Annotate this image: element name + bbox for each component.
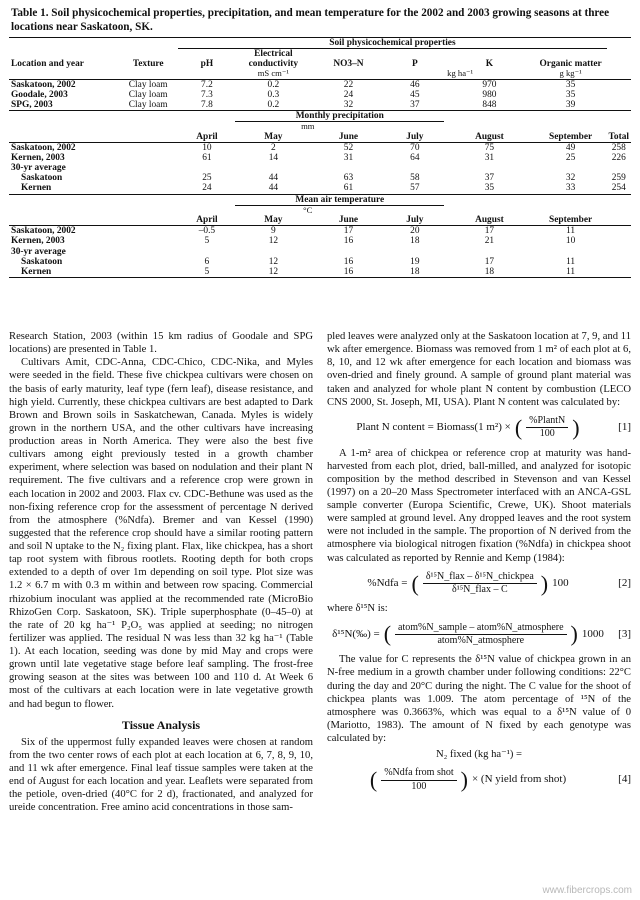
table-cell: 254 [611, 183, 626, 194]
table-cell: 16 [343, 256, 354, 267]
equation-4-lhs: N₂ fixed (kg ha⁻¹) = [435, 749, 523, 761]
table-cell [118, 132, 178, 143]
table-cell: 32 [343, 100, 354, 111]
table-cell: 14 [268, 152, 279, 163]
paragraph: A 1-m² area of chickpea or reference crop at maturity was hand-harvested from each plot, dried, ball-milled, and analyzed for isotopic composition by the method described in Stevenson and van Kessel (1997) on a 20–20 Mass Spectrometer interfaced with an ANCA-GSL sample converter (Europa Scientific, Crewe, UK). Shoot materials were sampled at ground level. Any dropped leaves and the root system were not included in the sample. The proportion of N derived from the atmosphere via biological nitrogen fixation (%Ndfa) in chickpea shoot was calculated as reported by Rennie and Kemp (1984): [327, 447, 631, 564]
month-header: May [264, 131, 283, 142]
table-row [9, 79, 631, 90]
month-header: August [475, 131, 504, 142]
header-p: P [411, 59, 418, 70]
table-row [9, 236, 631, 246]
temp-unit: °C [303, 204, 313, 215]
header-location: Location and year [11, 59, 84, 70]
paragraph: Cultivars Amit, CDC-Anna, CDC-Chico, CDC-Nika, and Myles were seeded in the field. These five chickpea cultivars were chosen on the basis of early maturity, leaf type (fern leaf), disease resistance, and high yield. Currently, these chickpea cultivars are best adapted to Dark Brown and Brown soils in Saskatchewan, Canada. Myles is widely grown in the northern USA, and the other cultivars have increasing production areas in North America. They were also the best five cultivars among eight previously tested in a growth chamber experiment, where selection was based on nodulation and their plant N requirement. The five cultivars and a reference crop were grown in each location in 2002 and 2003. Flax cv. CDC-Bethune was used as the non-fixing reference crop for the assessment of percentage N derived from the atmosphere (%Ndfa). Bremer and van Kessel (1990) suggested that the reference crop should have a similar rooting pattern and soil N uptake to the N₂ fixing plant. Flax, like chickpea, has a short tap root system with fibrous rootlets. Rooting depth for both crops extended to a depth of over 1m depending on soil type. Plot size was 1.2 × 6.7 m with 0.3 m within and between row spacing. Commercial rhizobium inoculant was applied at the recommended rate (MicroBio RhizoGen Corp. Saskatoon, SK). Triple superphosphate (0–45–0) at the rate of 20 kg ha⁻¹ P₂O₅ was applied at seeding; no nitrogen fertilizer was applied. The residual N was less than 32 kg ha⁻¹ (Table 1). At each location, seeding was done by mid May and crops were grown until late vegetative stage before leaf sampling. The frost-free growing season at the sites was between 100 and 110 d. At Week 6 most of the cultivars at each location were in late vegetative growth and had begun to flower. [9, 357, 313, 710]
header-k: K [485, 59, 494, 70]
group-header: Soil physicochemical properties [178, 38, 606, 49]
table-cell: 39 [565, 100, 576, 111]
equation-3: δ¹⁵N(‰) = ( $\frac{\text{atom\%N\_sample – atom\%N\_atmosphere}}{\text{atom\%N\_atmosphere}}$ ) 1000 [3] [332, 621, 631, 647]
precip-header: Monthly precipitation [235, 111, 444, 122]
table-cell: 45 [410, 89, 420, 100]
table-cell [607, 267, 632, 278]
equation-1: Plant N content = Biomass(1 m²) × ( $\frac{\text{\%PlantN}}{100}$ ) [1] [356, 414, 631, 440]
header-texture: Texture [132, 59, 164, 70]
paragraph: Research Station, 2003 (within 15 km radius of Goodale and SPG locations) are presented in Table 1. [9, 331, 313, 356]
table-cell: 2 [271, 142, 276, 153]
table-cell: 33 [565, 183, 576, 194]
table-cell: Clay loam [128, 79, 168, 90]
row-label: Kernen [21, 266, 52, 277]
table-cell: 64 [410, 152, 420, 163]
table-cell: 49 [565, 142, 576, 153]
table-cell [607, 236, 632, 246]
equation-number: [4] [618, 773, 631, 786]
table-cell: 44 [268, 173, 279, 184]
watermark: www.fibercrops.com [542, 885, 632, 896]
table-cell: 25 [565, 152, 576, 163]
table-cell [118, 142, 178, 153]
table-row [9, 257, 631, 267]
table-cell: 25 [202, 173, 212, 184]
table-cell: 970 [482, 79, 497, 90]
paragraph: The value for C represents the δ¹⁵N value of chickpea grown in an N-free medium in a growth chamber under following conditions: 22°C during the day and 20°C during the night. The C value for the shoot of chickpea plants was 1.009. The atom percentage of ¹⁵N of the atmosphere was 0.3663%, which was equal to a δ¹⁵N value of 0 (Mariotto, 1983). The amount of N fixed by each genotype was calculated by: [327, 654, 631, 745]
table-cell: 980 [482, 89, 497, 100]
table-cell [9, 132, 118, 143]
table-cell: 37 [484, 173, 495, 184]
row-label: Kernen [21, 183, 52, 194]
table-cell [118, 215, 178, 226]
table-cell: 0.2 [267, 79, 280, 90]
table-row [9, 183, 631, 194]
table-cell: 35 [565, 89, 576, 100]
equation-4: ( $\frac{\text{\%Ndfa from shot}}{100}$ ) × (N yield from shot) [4] [369, 767, 631, 793]
paragraph: Six of the uppermost fully expanded leaves were chosen at random from the two center rows of each plot at each location at 6, 7, 8, 9, 10, and 11 wk after emergence. Final leaf tissue samples were taken at the end of August for each location and year. Leaflets were separated from the petiole, oven-dried (40°C for 2 d), fractionated, and analyzed for ureide concentration. Free amino acid concentrations in those sam- [9, 736, 313, 814]
month-header: July [406, 131, 424, 142]
table-cell: 226 [611, 152, 626, 163]
table-row [9, 153, 631, 163]
table-cell: 58 [410, 173, 420, 184]
table-cell: 10 [565, 236, 576, 247]
row-label: Saskatoon, 2002 [11, 226, 76, 237]
month-header: April [196, 215, 218, 226]
table-cell: 6 [204, 256, 210, 267]
table-cell: 11 [566, 256, 576, 267]
row-label: Saskatoon [21, 173, 63, 184]
table-cell: 37 [410, 100, 420, 111]
table-row [9, 226, 631, 237]
table-cell [118, 267, 178, 278]
unit-kg: kg ha⁻¹ [447, 68, 474, 79]
table-cell: 12 [268, 256, 279, 267]
header-om: Organic matter [539, 59, 602, 70]
table-cell: 18 [410, 236, 420, 247]
table-row [9, 247, 631, 257]
table-cell: 18 [410, 266, 420, 277]
row-label: Kernen, 2003 [11, 236, 65, 247]
row-label: Saskatoon [21, 256, 63, 267]
table-cell: 7.2 [201, 79, 213, 90]
total-header: Total [608, 131, 629, 142]
month-header: May [264, 215, 283, 226]
table-cell: 11 [566, 266, 576, 277]
table-cell: 12 [268, 266, 279, 277]
table-cell: 52 [343, 142, 354, 153]
row-label: 30-yr average [11, 246, 66, 257]
table-cell: 70 [410, 142, 420, 153]
table-cell: 10 [202, 142, 212, 153]
header-ec: Electrical conductivity [248, 49, 299, 70]
table-cell: 259 [611, 173, 626, 184]
table-cell: 17 [484, 256, 495, 267]
table-cell: 75 [484, 142, 495, 153]
table-cell: 16 [343, 236, 354, 247]
month-header: June [338, 131, 359, 142]
table-cell [9, 215, 118, 226]
table-cell: 61 [343, 183, 354, 194]
table-cell: 0.2 [267, 100, 280, 111]
left-column [9, 330, 313, 814]
row-label: SPG, 2003 [11, 100, 53, 111]
table-cell: 17 [484, 226, 495, 237]
equation-2: %Ndfa = ( $\frac{\text{δ¹⁵N\_flax – δ¹⁵N\_chickpea}}{\text{δ¹⁵N\_flax – C}}$ ) 100 [2] [367, 570, 631, 596]
row-label: 30-yr average [11, 163, 66, 174]
table-cell: Clay loam [128, 89, 168, 100]
table-cell: 7.8 [201, 100, 213, 111]
month-header: April [196, 131, 218, 142]
table-cell: 16 [343, 266, 354, 277]
table-cell [118, 153, 178, 163]
table-cell: 7.3 [201, 89, 213, 100]
table-cell: 5 [204, 266, 210, 277]
table-cell: 0.3 [267, 89, 280, 100]
table-header-row [9, 132, 631, 143]
section-heading: Tissue Analysis [121, 717, 201, 732]
table-cell: 19 [410, 256, 420, 267]
row-label: Goodale, 2003 [11, 89, 68, 100]
table-cell: 11 [566, 226, 576, 237]
table-cell [118, 236, 178, 246]
table-cell: 5 [204, 236, 210, 247]
table-cell: 44 [268, 183, 279, 194]
table-row [9, 90, 631, 100]
table-cell: 35 [565, 79, 576, 90]
row-label: Saskatoon, 2002 [11, 142, 76, 153]
header-no3: NO3–N [333, 59, 364, 70]
header-ph: pH [200, 59, 214, 70]
month-header: July [406, 215, 424, 226]
table-cell: 31 [484, 152, 495, 163]
table-cell: Clay loam [128, 100, 168, 111]
unit-g: g kg⁻¹ [559, 68, 582, 79]
table-cell: 22 [343, 79, 354, 90]
equation-number: [1] [618, 420, 631, 433]
table-cell: 46 [410, 79, 420, 90]
table-cell: 61 [202, 152, 212, 163]
table-cell: 24 [202, 183, 212, 194]
equation-number: [2] [618, 576, 631, 589]
row-label: Saskatoon, 2002 [11, 79, 76, 90]
temp-header: Mean air temperature [235, 194, 444, 205]
table-row [9, 100, 631, 111]
table-cell: 57 [410, 183, 420, 194]
table-row [9, 267, 631, 278]
table-cell [118, 257, 178, 267]
table-cell: 21 [484, 236, 495, 247]
table-cell: 18 [484, 266, 495, 277]
month-header: September [549, 131, 593, 142]
table-cell: 12 [268, 236, 279, 247]
right-column [327, 330, 631, 799]
table-cell: 63 [343, 173, 354, 184]
month-header: August [475, 215, 504, 226]
table-cell: 31 [343, 152, 354, 163]
table-cell: 35 [484, 183, 495, 194]
row-label: Kernen, 2003 [11, 152, 65, 163]
table-cell [118, 173, 178, 183]
table-cell: 17 [343, 226, 354, 237]
table-row [9, 163, 631, 173]
table-row [9, 173, 631, 183]
unit-ec: mS cm⁻¹ [257, 68, 289, 79]
table-cell: –0.5 [198, 226, 216, 237]
table-cell [607, 226, 632, 237]
table-cell: 24 [343, 89, 354, 100]
table-cell [118, 226, 178, 237]
month-header: June [338, 215, 359, 226]
equation-number: [3] [618, 627, 631, 640]
table-header-row [9, 215, 631, 226]
paragraph: pled leaves were analyzed only at the Saskatoon location at 7, 9, and 11 wk after emergence. Biomass was removed from 1 m² of each plot at 6, 8, 10, and 12 wk after emergence for each location and biomass was oven-dried and finely ground. A sample of ground plant material was taken and analyzed for whole plant N content by combustion (LECO CNS 2000, St. Joseph, MI, USA). Plant N content was calculated by: [327, 331, 631, 408]
table-cell [607, 257, 632, 267]
table-cell [118, 183, 178, 194]
month-header: September [549, 215, 593, 226]
paragraph: where δ¹⁵N is: [327, 603, 388, 615]
table-cell: 9 [271, 226, 276, 237]
table-cell: 32 [565, 173, 576, 184]
table-caption: Table 1. Soil physicochemical properties, precipitation, and mean temperature for the 2002 and 2003 growing seasons at three locations near Saskatoon, SK. [11, 7, 610, 33]
table-cell: 20 [410, 226, 420, 237]
table-cell [607, 215, 632, 226]
data-table [9, 37, 631, 278]
table-cell: 848 [482, 100, 497, 111]
table-cell: 258 [611, 142, 626, 153]
precip-unit: mm [301, 121, 315, 132]
table-row [9, 142, 631, 153]
